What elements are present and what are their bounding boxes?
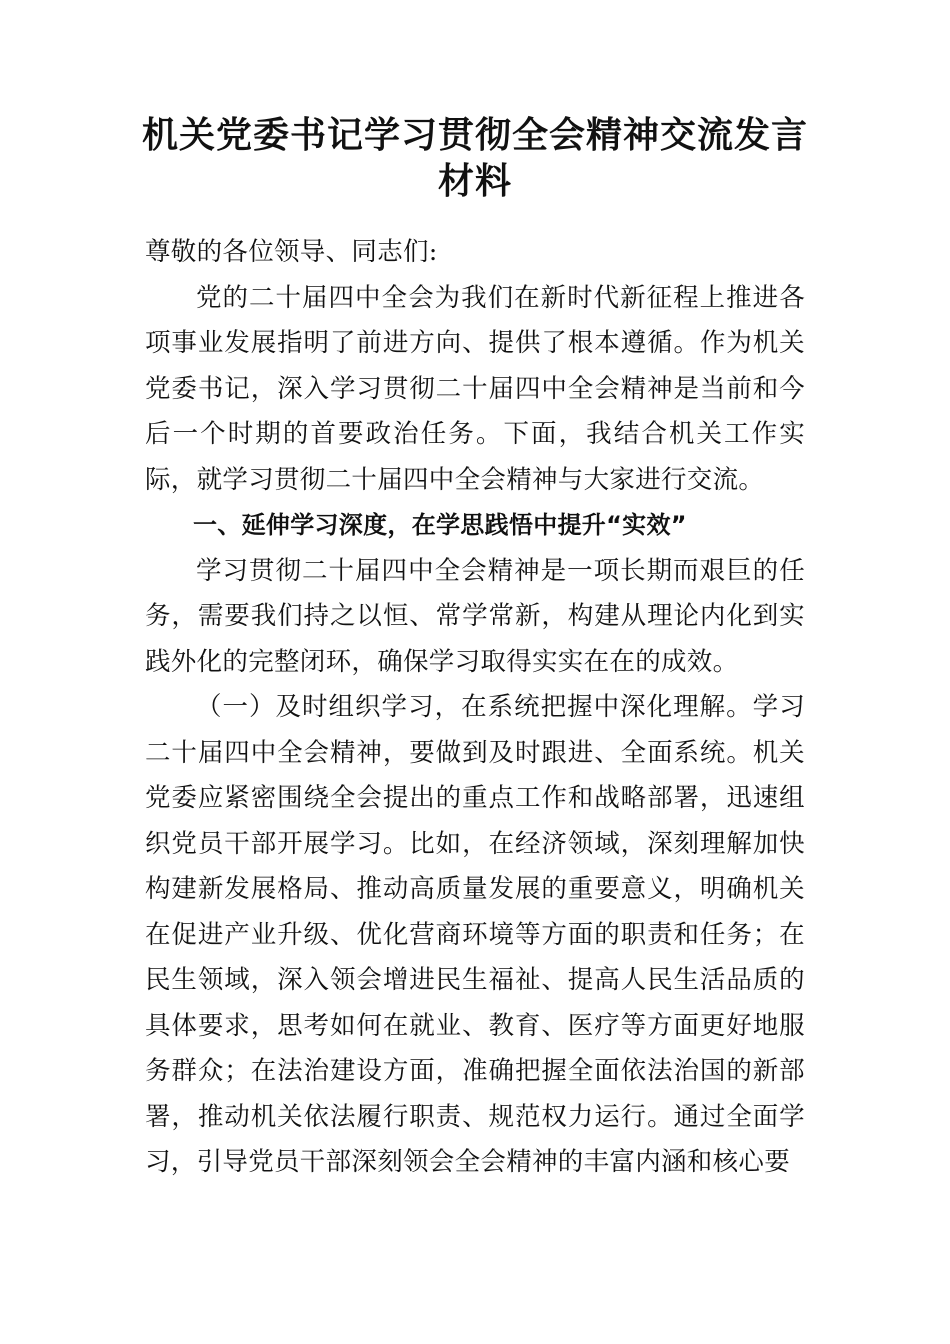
- section-heading: 一、延伸学习深度，在学思践悟中提升“实效”: [193, 511, 687, 539]
- document-title: 机关党委书记学习贯彻全会精神交流发言材料: [141, 114, 808, 202]
- intro-paragraph: 党的二十届四中全会为我们在新时代新征程上推进各项事业发展指明了前进方向、提供了根本遵循。作为机关党委书记，深入学习贯彻二十届四中全会精神是当前和今后一个时期的首要政治任务。下面，我结合机关工作实际，就学习贯彻二十届四中全会精神与大家进行交流。: [145, 282, 805, 495]
- document-body: [145, 230, 805, 1186]
- subsection-paragraph: （一）及时组织学习，在系统把握中深化理解。学习二十届四中全会精神，要做到及时跟进、全面系统。机关党委应紧密围绕全会提出的重点工作和战略部署，迅速组织党员干部开展学习。比如，在经济领域，深刻理解加快构建新发展格局、推动高质量发展的重要意义，明确机关在促进产业升级、优化营商环境等方面的职责和任务；在民生领域，深入领会增进民生福祉、提高人民生活品质的具体要求，思考如何在就业、教育、医疗等方面更好地服务群众；在法治建设方面，准确把握全面依法治国的新部署，推动机关依法履行职责、规范权力运行。通过全面学习，引导党员干部深刻领会全会精神的丰富内涵和核心要: [145, 692, 805, 1177]
- salutation: 尊敬的各位领导、同志们:: [145, 237, 438, 267]
- section-intro-paragraph: 学习贯彻二十届四中全会精神是一项长期而艰巨的任务，需要我们持之以恒、常学常新，构建从理论内化到实践外化的完整闭环，确保学习取得实实在在的成效。: [145, 555, 805, 677]
